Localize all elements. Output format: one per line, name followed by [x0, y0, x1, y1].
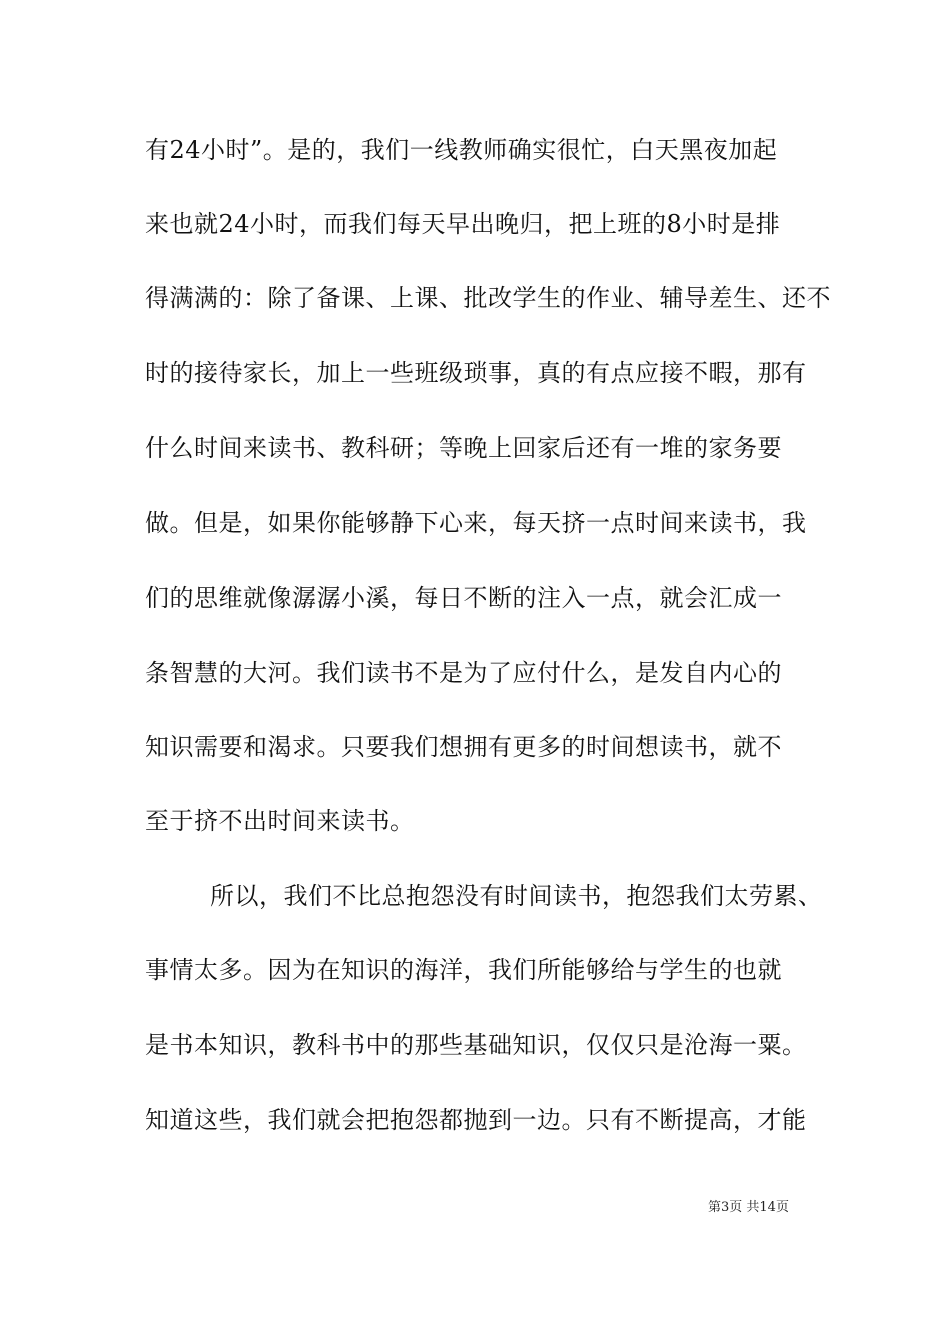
- text-line: 事情太多。因为在知识的海洋，我们所能够给与学生的也就: [145, 956, 782, 984]
- text-line: 条智慧的大河。我们读书不是为了应付什么，是发自内心的: [145, 659, 782, 687]
- text-line: 得满满的：除了备课、上课、批改学生的作业、辅导差生、还不: [145, 284, 831, 312]
- text-line: 有24小时”。是的，我们一线教师确实很忙，白天黑夜加起: [145, 136, 778, 164]
- text-line: 至于挤不出时间来读书。: [145, 807, 415, 835]
- paragraph-first-line: 所以，我们不比总抱怨没有时间读书，抱怨我们太劳累、: [210, 882, 823, 910]
- text-line: 知道这些，我们就会把抱怨都抛到一边。只有不断提高，才能: [145, 1106, 807, 1134]
- page-number: 第3页 共14页: [708, 1200, 789, 1215]
- text-line: 知识需要和渴求。只要我们想拥有更多的时间想读书，就不: [145, 733, 782, 761]
- text-line: 是书本知识，教科书中的那些基础知识，仅仅只是沧海一粟。: [145, 1031, 807, 1059]
- text-line: 时的接待家长，加上一些班级琐事，真的有点应接不暇，那有: [145, 359, 807, 387]
- text-line: 什么时间来读书、教科研；等晚上回家后还有一堆的家务要: [145, 434, 782, 462]
- text-line: 来也就24小时，而我们每天早出晚归，把上班的8小时是排: [145, 210, 781, 238]
- text-line: 们的思维就像潺潺小溪，每日不断的注入一点，就会汇成一: [145, 584, 782, 612]
- text-line: 做。但是，如果你能够静下心来，每天挤一点时间来读书，我: [145, 509, 807, 537]
